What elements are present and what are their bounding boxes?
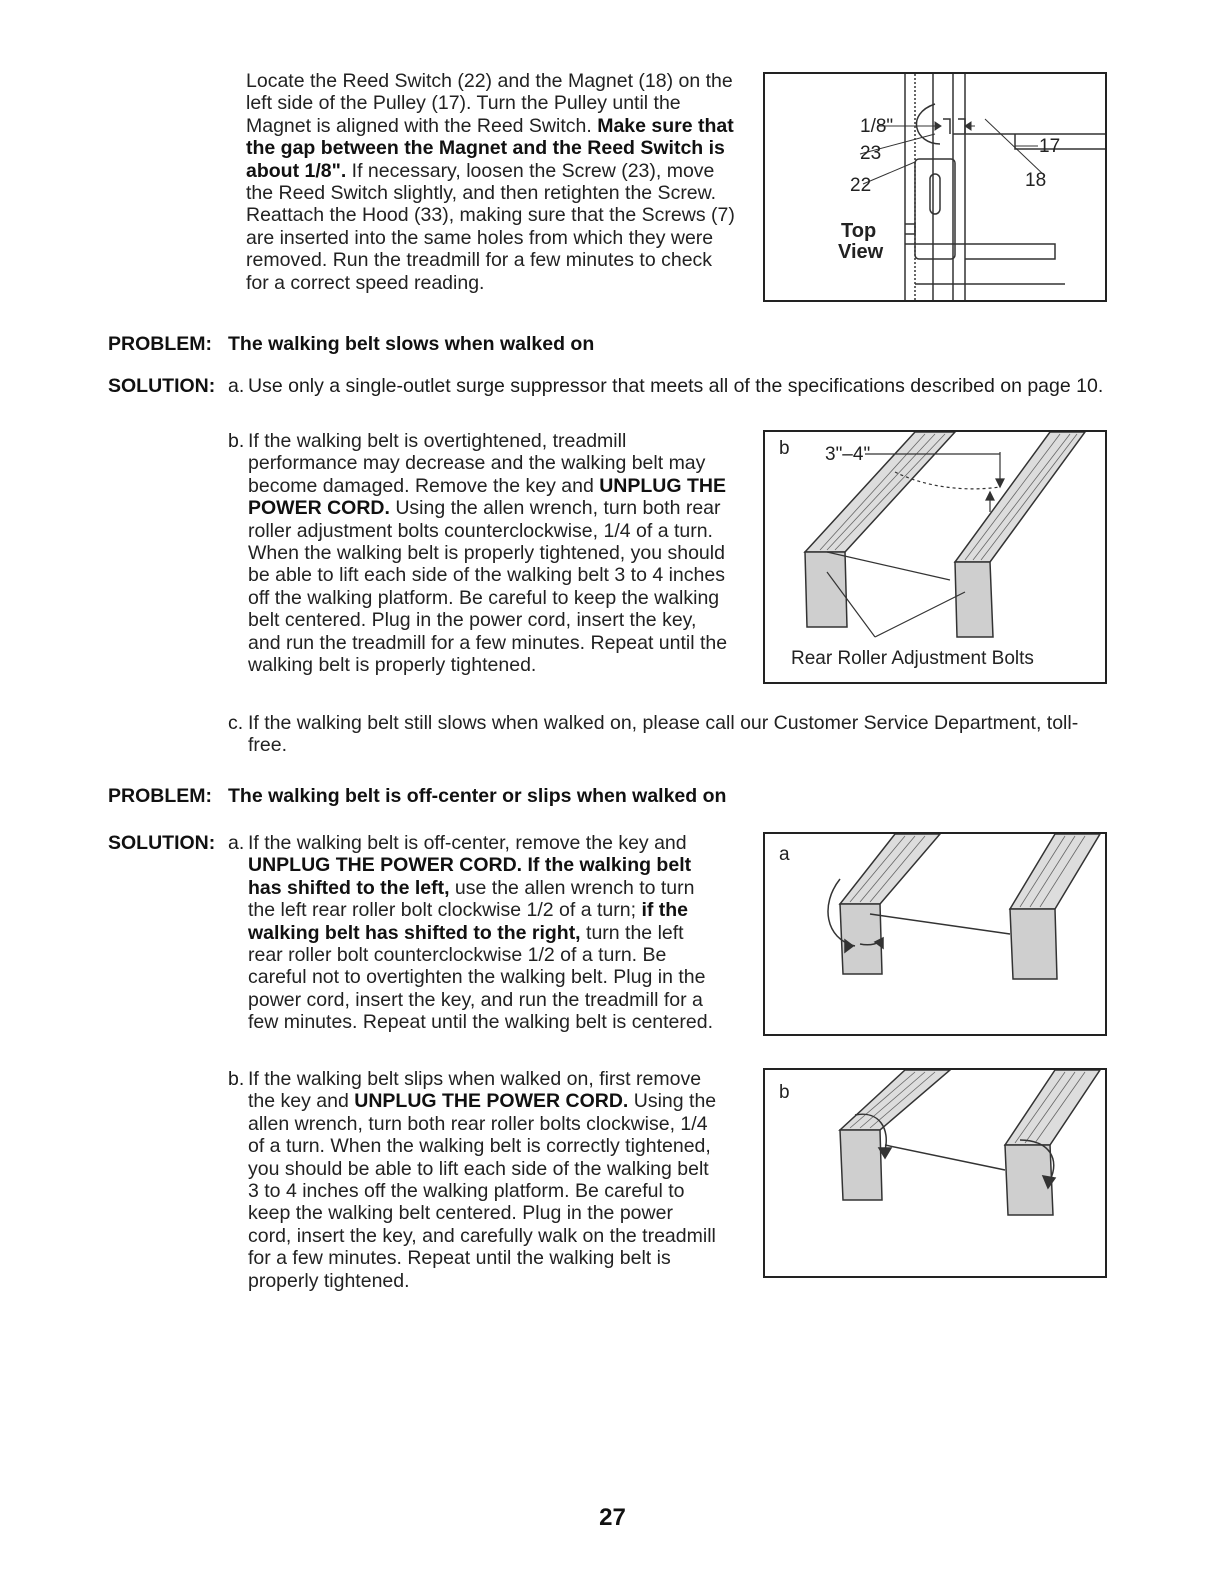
solution2-label: SOLUTION:	[108, 832, 216, 854]
top-view-drawing	[765, 74, 1105, 300]
figure-rear-roller-bolts	[763, 430, 1107, 684]
problem2-label: PROBLEM:	[108, 785, 212, 807]
fig-b2-letter: b	[779, 1082, 790, 1103]
label-gap: 1/8"	[860, 116, 894, 137]
label-view: View	[838, 241, 884, 263]
solution2-a-bold-1: UNPLUG THE POWER CORD. If the walking belt has shifted to the left,	[248, 854, 692, 899]
intro-text-1: Locate the Reed Switch (22) and the Magnet (18) on the left side of the Pulley (17). Turn the Pulley until the Magnet is aligned with the Reed Switch.	[246, 70, 733, 137]
page-number: 27	[599, 1504, 626, 1531]
fig-b1-letter: b	[779, 438, 790, 459]
label-23: 23	[860, 143, 882, 164]
solution2-b-text-1: Using the allen wrench, turn both rear roller bolts clockwise, 1/4 of a turn. When the walking belt is correctly tightened, you should be able to lift each side of the walking belt 3 to 4 inches off the walking platform. Be careful to keep the walking belt centered. Plug in the power cord, insert the key, and carefully walk on the treadmill for a few minutes. Repeat until the walking belt is properly tightened.	[248, 1090, 717, 1292]
solution1-c-text: If the walking belt still slows when walked on, please call our Customer Service Department, toll-free.	[248, 712, 1079, 757]
figure-belt-slips	[763, 1068, 1107, 1278]
figure-off-center	[763, 832, 1107, 1036]
solution2-a-paragraph	[248, 832, 718, 1034]
solution2-b-paragraph	[248, 1068, 718, 1292]
solution2-a-text-1: use the allen wrench to turn the left rear roller bolt clockwise 1/2 of a turn;	[248, 876, 695, 922]
solution1-b-text-1: If the walking belt is overtightened, treadmill performance may decrease and the walking belt may become damaged. Remove the key and	[248, 430, 706, 497]
solution2-b-bold-1: UNPLUG THE POWER CORD.	[354, 1090, 629, 1113]
fig-a2-letter: a	[779, 844, 790, 865]
solution1-a-text: Use only a single-outlet surge suppressor that meets all of the specifications described on page 10.	[248, 375, 1104, 397]
figure-top-view	[763, 72, 1107, 302]
solution2-a-marker: a.	[228, 832, 245, 854]
belt-slips-drawing	[765, 1070, 1105, 1276]
solution1-c-marker: c.	[228, 712, 244, 734]
solution2-a-text-0: If the walking belt is off-center, remove the key and	[248, 832, 687, 854]
intro-text-2: If necessary, loosen the Screw (23), move the Reed Switch slightly, and then retighten the Screw. Reattach the Hood (33), making sure that the Screws (7) are inserted into the same holes from which they were removed. Run the treadmill for a few minutes to check for a correct speed reading.	[246, 159, 735, 294]
intro-bold-gap: Make sure that the gap between the Magnet and the Reed Switch is about 1/8".	[246, 114, 734, 182]
label-22: 22	[850, 175, 872, 196]
solution1-b-marker: b.	[228, 430, 245, 452]
fig-b1-measure: 3"–4"	[825, 444, 871, 465]
problem1-label: PROBLEM:	[108, 333, 212, 355]
solution2-b-text-0: If the walking belt slips when walked on, first remove the key and	[248, 1068, 702, 1113]
solution2-b-marker: b.	[228, 1068, 245, 1090]
fig-b1-caption: Rear Roller Adjustment Bolts	[791, 648, 1034, 669]
solution1-a-marker: a.	[228, 375, 245, 397]
intro-paragraph	[246, 70, 736, 294]
solution1-b-text-2: Using the allen wrench, turn both rear roller adjustment bolts counterclockwise, 1/4 of a turn. When the walking belt is properly tightened, you should be able to lift each side of the walking belt 3 to 4 inches off the walking platform. Be careful to keep the walking belt centered. Plug in the power cord, insert the key, and run the treadmill for a few minutes. Repeat until the walking belt is properly tightened.	[248, 497, 728, 677]
label-18: 18	[1025, 170, 1047, 191]
label-top: Top	[841, 220, 877, 242]
solution2-a-text-2: turn the left rear roller bolt counterclockwise 1/2 of a turn. Be careful not to overtighten the walking belt. Plug in the power cord, insert the key, and run the treadmill for a few minutes. Repeat until the walking belt is centered.	[248, 921, 714, 1034]
solution1-label: SOLUTION:	[108, 375, 216, 397]
solution1-b-paragraph	[248, 430, 728, 676]
solution1-b-bold: UNPLUG THE POWER CORD.	[248, 474, 726, 520]
problem2-title: The walking belt is off-center or slips when walked on	[228, 785, 727, 807]
label-17: 17	[1039, 136, 1061, 157]
problem1-title: The walking belt slows when walked on	[228, 333, 595, 355]
off-center-drawing	[765, 834, 1105, 1034]
rear-roller-drawing	[765, 432, 1105, 682]
solution2-a-bold-2: if the walking belt has shifted to the right,	[248, 899, 689, 944]
